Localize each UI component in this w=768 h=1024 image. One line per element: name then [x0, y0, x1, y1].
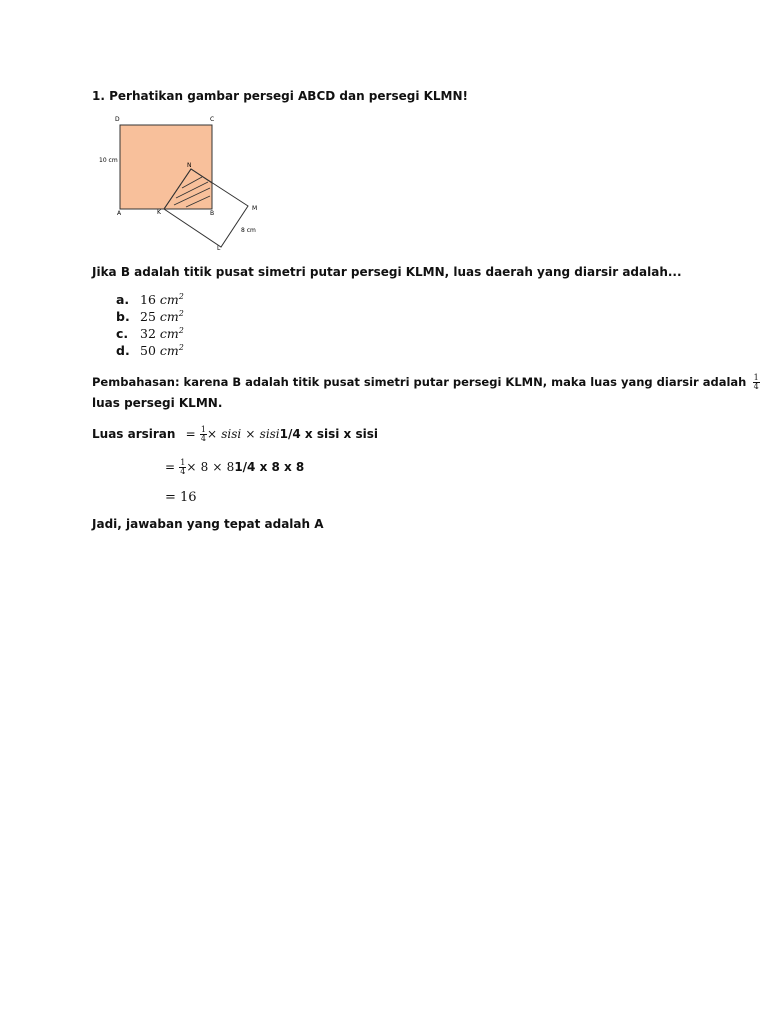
side-klmn-label: 8 cm: [241, 227, 256, 234]
option-exponent: 2: [178, 343, 184, 352]
label-k: K: [157, 209, 161, 216]
label-b: B: [210, 210, 215, 217]
option-label: d.: [116, 343, 130, 358]
option-label: c.: [116, 326, 129, 341]
option-value: 25: [140, 309, 156, 324]
work-label: Luas arsiran: [92, 427, 176, 441]
question-text: 1. Perhatikan gambar persegi ABCD dan persegi KLMN!: [92, 89, 469, 103]
fraction-one-quarter: $\frac{1}{4}$: [180, 458, 186, 476]
option-value: 50: [140, 343, 156, 358]
option-value: 32: [140, 326, 156, 341]
label-l: L: [217, 245, 221, 250]
label-m: M: [252, 205, 258, 212]
label-c: C: [210, 116, 215, 123]
conclusion-text: Jadi, jawaban yang tepat adalah A: [92, 517, 324, 531]
option-label: b.: [116, 309, 130, 324]
option-exponent: 2: [178, 292, 184, 301]
side-abcd-label: 10 cm: [99, 157, 118, 164]
geometry-figure: [90, 110, 290, 250]
label-d: D: [115, 116, 120, 123]
option-value: 16: [140, 292, 156, 307]
discussion-line2: luas persegi KLMN.: [92, 396, 223, 410]
discussion-text: Pembahasan: karena B adalah titik pusat simetri putar persegi KLMN, maka luas yang diarsir adalah: [92, 375, 747, 389]
option-label: a.: [116, 292, 130, 307]
label-n: N: [187, 162, 192, 169]
discussion-line1: [92, 374, 760, 391]
work-line2: = $\frac{1}{4}$ × 8 × 81/4 x 8 x 8: [165, 458, 305, 476]
option-exponent: 2: [178, 309, 184, 318]
work-line1-tail: 1/4 x sisi x sisi: [279, 427, 378, 441]
work-line2-tail: 1/4 x 8 x 8: [234, 460, 305, 474]
equals-sign: =: [185, 427, 196, 441]
label-a: A: [117, 210, 122, 217]
fraction-one-quarter: $\frac{1}{4}$: [200, 425, 206, 443]
option-exponent: 2: [178, 326, 184, 335]
option-b: [116, 309, 184, 324]
option-unit: cm: [159, 309, 179, 324]
option-unit: cm: [159, 343, 179, 358]
work-result: = 16: [165, 490, 197, 505]
option-a: [116, 292, 184, 307]
fraction-one-quarter: $\frac{1}{4}$: [753, 373, 759, 391]
option-unit: cm: [159, 326, 179, 341]
prompt-text: Jika B adalah titik pusat simetri putar persegi KLMN, luas daerah yang diarsir adalah...: [92, 265, 682, 279]
work-line1: Luas arsiran = $\frac{1}{4}$ × sisi × sisi1/4 x sisi x sisi: [92, 425, 378, 443]
option-c: [116, 326, 184, 341]
square-abcd: [120, 125, 212, 209]
option-unit: cm: [159, 292, 179, 307]
option-d: [116, 343, 184, 358]
